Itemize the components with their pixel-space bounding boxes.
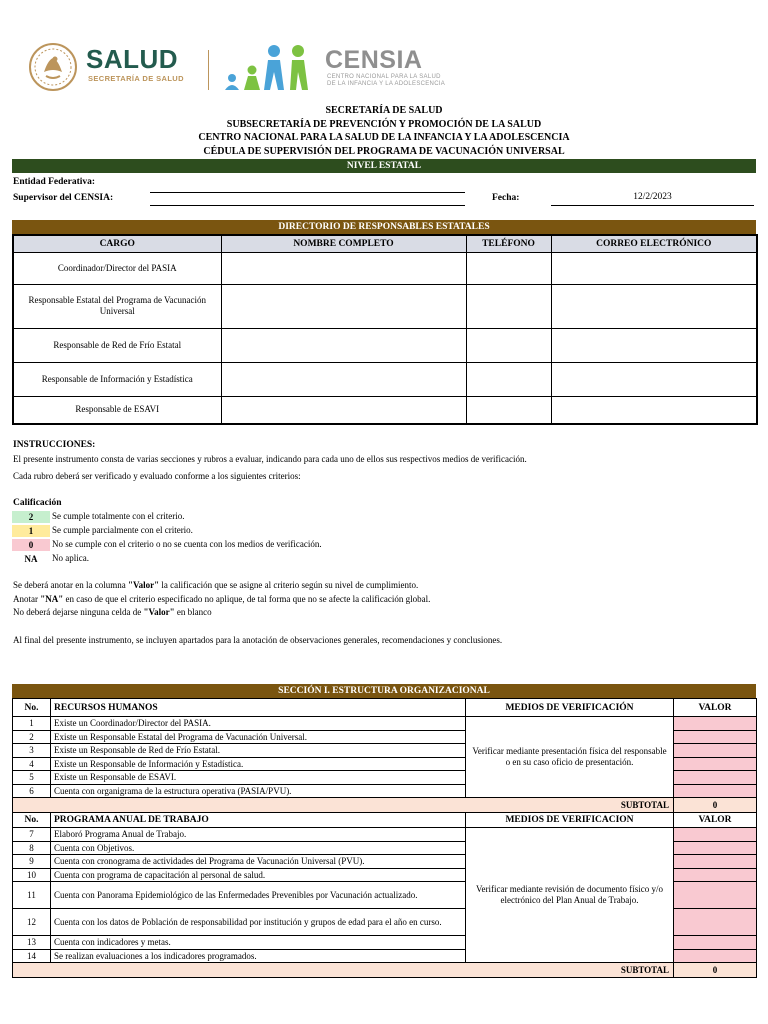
cargo-cell: Responsable de ESAVI <box>13 396 221 424</box>
nota-na <box>13 594 430 604</box>
telefono-cell[interactable] <box>466 396 551 424</box>
item-no: 11 <box>13 882 51 909</box>
supervisor-label: Supervisor del CENSIA: <box>13 193 114 203</box>
telefono-cell[interactable] <box>466 328 551 362</box>
valor-cell[interactable] <box>674 757 757 771</box>
item-text: Existe un Responsable de Información y Estadística. <box>51 757 466 771</box>
programa-title: PROGRAMA ANUAL DE TRABAJO <box>51 813 466 828</box>
valor-cell[interactable] <box>674 909 757 936</box>
table-row <box>13 396 757 424</box>
telefono-cell[interactable] <box>466 252 551 284</box>
rrhh-subtotal-row <box>13 798 757 813</box>
item-no: 7 <box>13 828 51 842</box>
nombre-cell[interactable] <box>221 396 466 424</box>
title-line: SUBSECRETARÍA DE PREVENCIÓN Y PROMOCIÓN DE LA SALUD <box>226 118 542 130</box>
cargo-cell: Responsable de Red de Frío Estatal <box>13 328 221 362</box>
instrucciones-line-2: Cada rubro deberá ser verificado y evaluado conforme a los siguientes criterios: <box>13 471 301 481</box>
document-titles <box>0 104 768 158</box>
item-text: Cuenta con Panorama Epidemiológico de las Enfermedades Prevenibles por Vacunación actualizado. <box>51 882 466 909</box>
header-logos <box>28 40 528 95</box>
col-valor: VALOR <box>674 699 757 717</box>
rrhh-header-row <box>13 699 757 717</box>
cargo-cell: Responsable de Información y Estadística <box>13 362 221 396</box>
nota-blanco <box>13 607 212 617</box>
subtotal-label: SUBTOTAL <box>13 963 674 978</box>
item-text: Existe un Responsable de Red de Frío Estatal. <box>51 744 466 758</box>
valor-cell[interactable] <box>674 949 757 963</box>
item-no: 14 <box>13 949 51 963</box>
item-text: Cuenta con indicadores y metas. <box>51 936 466 950</box>
nota-text: Anotar <box>13 594 41 604</box>
item-text: Existe un Responsable de ESAVI. <box>51 771 466 785</box>
programa-medios: Verificar mediante revisión de documento físico y/o electrónico del Plan Anual de Trabajo. <box>466 828 674 963</box>
nota-text: Se deberá anotar en la columna <box>13 580 128 590</box>
mexico-seal-icon <box>28 42 78 92</box>
valor-cell[interactable] <box>674 868 757 882</box>
fecha-underline <box>551 205 754 206</box>
nombre-cell[interactable] <box>221 252 466 284</box>
nivel-estatal-bar: NIVEL ESTATAL <box>12 159 756 173</box>
valor-cell[interactable] <box>674 841 757 855</box>
item-text: Cuenta con los datos de Población de responsabilidad por institución y grupos de edad para el año en curso. <box>51 909 466 936</box>
programa-subtotal-row <box>13 963 757 978</box>
item-text: Existe un Responsable Estatal del Programa de Vacunación Universal. <box>51 730 466 744</box>
item-no: 2 <box>13 730 51 744</box>
programa-subtotal-value: 0 <box>674 963 757 978</box>
nombre-cell[interactable] <box>221 284 466 328</box>
subtotal-label: SUBTOTAL <box>13 798 674 813</box>
censia-subtitle-line-1: CENTRO NACIONAL PARA LA SALUD <box>327 74 441 80</box>
valor-cell[interactable] <box>674 882 757 909</box>
correo-cell[interactable] <box>551 328 757 362</box>
fecha-value[interactable]: 12/2/2023 <box>633 192 672 202</box>
valor-cell[interactable] <box>674 717 757 731</box>
nota-text: en blanco <box>174 607 212 617</box>
col-medios: MEDIOS DE VERIFICACION <box>466 813 674 828</box>
entidad-field[interactable] <box>150 192 465 193</box>
item-text: Cuenta con programa de capacitación al personal de salud. <box>51 868 466 882</box>
valor-cell[interactable] <box>674 784 757 798</box>
nota-valor <box>13 580 418 590</box>
censia-logo-subtitle <box>327 74 445 88</box>
valor-cell[interactable] <box>674 771 757 785</box>
correo-cell[interactable] <box>551 396 757 424</box>
col-cargo: CARGO <box>13 235 221 252</box>
nombre-cell[interactable] <box>221 362 466 396</box>
correo-cell[interactable] <box>551 362 757 396</box>
telefono-cell[interactable] <box>466 284 551 328</box>
valor-cell[interactable] <box>674 828 757 842</box>
criterio-text: No se cumple con el criterio o no se cuenta con los medios de verificación. <box>52 539 322 549</box>
programa-header-row <box>13 813 757 828</box>
nota-text: la calificación que se asigne al criterio según su nivel de cumplimiento. <box>159 580 419 590</box>
item-no: 5 <box>13 771 51 785</box>
table-row <box>13 362 757 396</box>
directorio-table <box>12 234 758 425</box>
cargo-cell: Responsable Estatal del Programa de Vacunación Universal <box>13 284 221 328</box>
nombre-cell[interactable] <box>221 328 466 362</box>
family-figures-icon <box>222 42 320 92</box>
valor-cell[interactable] <box>674 855 757 869</box>
nota-bold: "NA" <box>40 594 64 604</box>
col-valor: VALOR <box>674 813 757 828</box>
correo-cell[interactable] <box>551 284 757 328</box>
criterio-code-1: 1 <box>12 525 50 537</box>
telefono-cell[interactable] <box>466 362 551 396</box>
seccion1-table <box>12 698 757 978</box>
criterio-code-0: 0 <box>12 539 50 551</box>
instrucciones-title: INSTRUCCIONES: <box>13 440 96 450</box>
table-row <box>13 284 757 328</box>
item-text: Cuenta con cronograma de actividades del Programa de Vacunación Universal (PVU). <box>51 855 466 869</box>
col-no: No. <box>13 699 51 717</box>
correo-cell[interactable] <box>551 252 757 284</box>
valor-cell[interactable] <box>674 744 757 758</box>
censia-subtitle-line-2: DE LA INFANCIA Y LA ADOLESCENCIA <box>327 81 446 87</box>
title-line: CENTRO NACIONAL PARA LA SALUD DE LA INFANCIA Y LA ADOLESCENCIA <box>198 132 570 143</box>
item-text: Cuenta con organigrama de la estructura operativa (PASIA/PVU). <box>51 784 466 798</box>
item-no: 1 <box>13 717 51 731</box>
rrhh-title: RECURSOS HUMANOS <box>51 699 466 717</box>
item-text: Se realizan evaluaciones a los indicadores programados. <box>51 949 466 963</box>
col-no: No. <box>13 813 51 828</box>
item-no: 13 <box>13 936 51 950</box>
col-correo: CORREO ELECTRÓNICO <box>551 235 757 252</box>
nota-bold: "Valor" <box>143 607 175 617</box>
calificacion-title: Calificación <box>13 498 62 508</box>
nota-text: en caso de que el criterio especificado no aplique, de tal forma que no se afecte la calificación global. <box>63 594 431 604</box>
table-row <box>13 252 757 284</box>
col-nombre: NOMBRE COMPLETO <box>221 235 466 252</box>
valor-cell[interactable] <box>674 730 757 744</box>
item-text: Elaboró Programa Anual de Trabajo. <box>51 828 466 842</box>
title-line: SECRETARÍA DE SALUD <box>325 105 443 116</box>
table-row <box>13 717 757 731</box>
col-medios: MEDIOS DE VERIFICACIÓN <box>466 699 674 717</box>
logo-divider <box>208 50 209 90</box>
item-no: 3 <box>13 744 51 758</box>
salud-logo-text: SALUD <box>86 44 179 74</box>
item-no: 6 <box>13 784 51 798</box>
rrhh-medios: Verificar mediante presentación física del responsable o en su caso oficio de presentación. <box>466 717 674 798</box>
criterio-text: No aplica. <box>52 553 89 563</box>
valor-cell[interactable] <box>674 936 757 950</box>
item-text: Cuenta con Objetivos. <box>51 841 466 855</box>
table-row <box>13 828 757 842</box>
fecha-label: Fecha: <box>492 193 520 203</box>
nota-bold: "Valor" <box>127 580 160 590</box>
criterio-text: Se cumple parcialmente con el criterio. <box>52 525 193 535</box>
directorio-title-bar: DIRECTORIO DE RESPONSABLES ESTATALES <box>12 220 756 234</box>
col-telefono: TELÉFONO <box>466 235 551 252</box>
cargo-cell: Coordinador/Director del PASIA <box>13 252 221 284</box>
nota-text: No deberá dejarse ninguna celda de <box>13 607 144 617</box>
criterio-text: Se cumple totalmente con el criterio. <box>52 511 185 521</box>
salud-logo-subtitle: SECRETARÍA DE SALUD <box>88 74 184 83</box>
title-line: CÉDULA DE SUPERVISIÓN DEL PROGRAMA DE VACUNACIÓN UNIVERSAL <box>203 145 565 157</box>
item-text: Existe un Coordinador/Director del PASIA. <box>51 717 466 731</box>
item-no: 12 <box>13 909 51 936</box>
criterio-code-na: NA <box>12 553 50 565</box>
item-no: 9 <box>13 855 51 869</box>
nota-final: Al final del presente instrumento, se incluyen apartados para la anotación de observaciones generales, recomendaciones y conclusiones. <box>13 635 503 645</box>
rrhh-subtotal-value: 0 <box>674 798 757 813</box>
supervisor-field[interactable] <box>150 205 465 206</box>
table-row <box>13 328 757 362</box>
censia-logo-text: CENSIA <box>325 46 423 74</box>
instrucciones-line-1: El presente instrumento consta de varias secciones y rubros a evaluar, indicando para cada uno de ellos sus respectivos medios de verificación. <box>13 454 527 464</box>
criterio-code-2: 2 <box>12 511 50 523</box>
entidad-label: Entidad Federativa: <box>13 177 96 187</box>
item-no: 4 <box>13 757 51 771</box>
item-no: 8 <box>13 841 51 855</box>
seccion1-title-bar: SECCIÓN I. ESTRUCTURA ORGANIZACIONAL <box>12 684 756 698</box>
item-no: 10 <box>13 868 51 882</box>
